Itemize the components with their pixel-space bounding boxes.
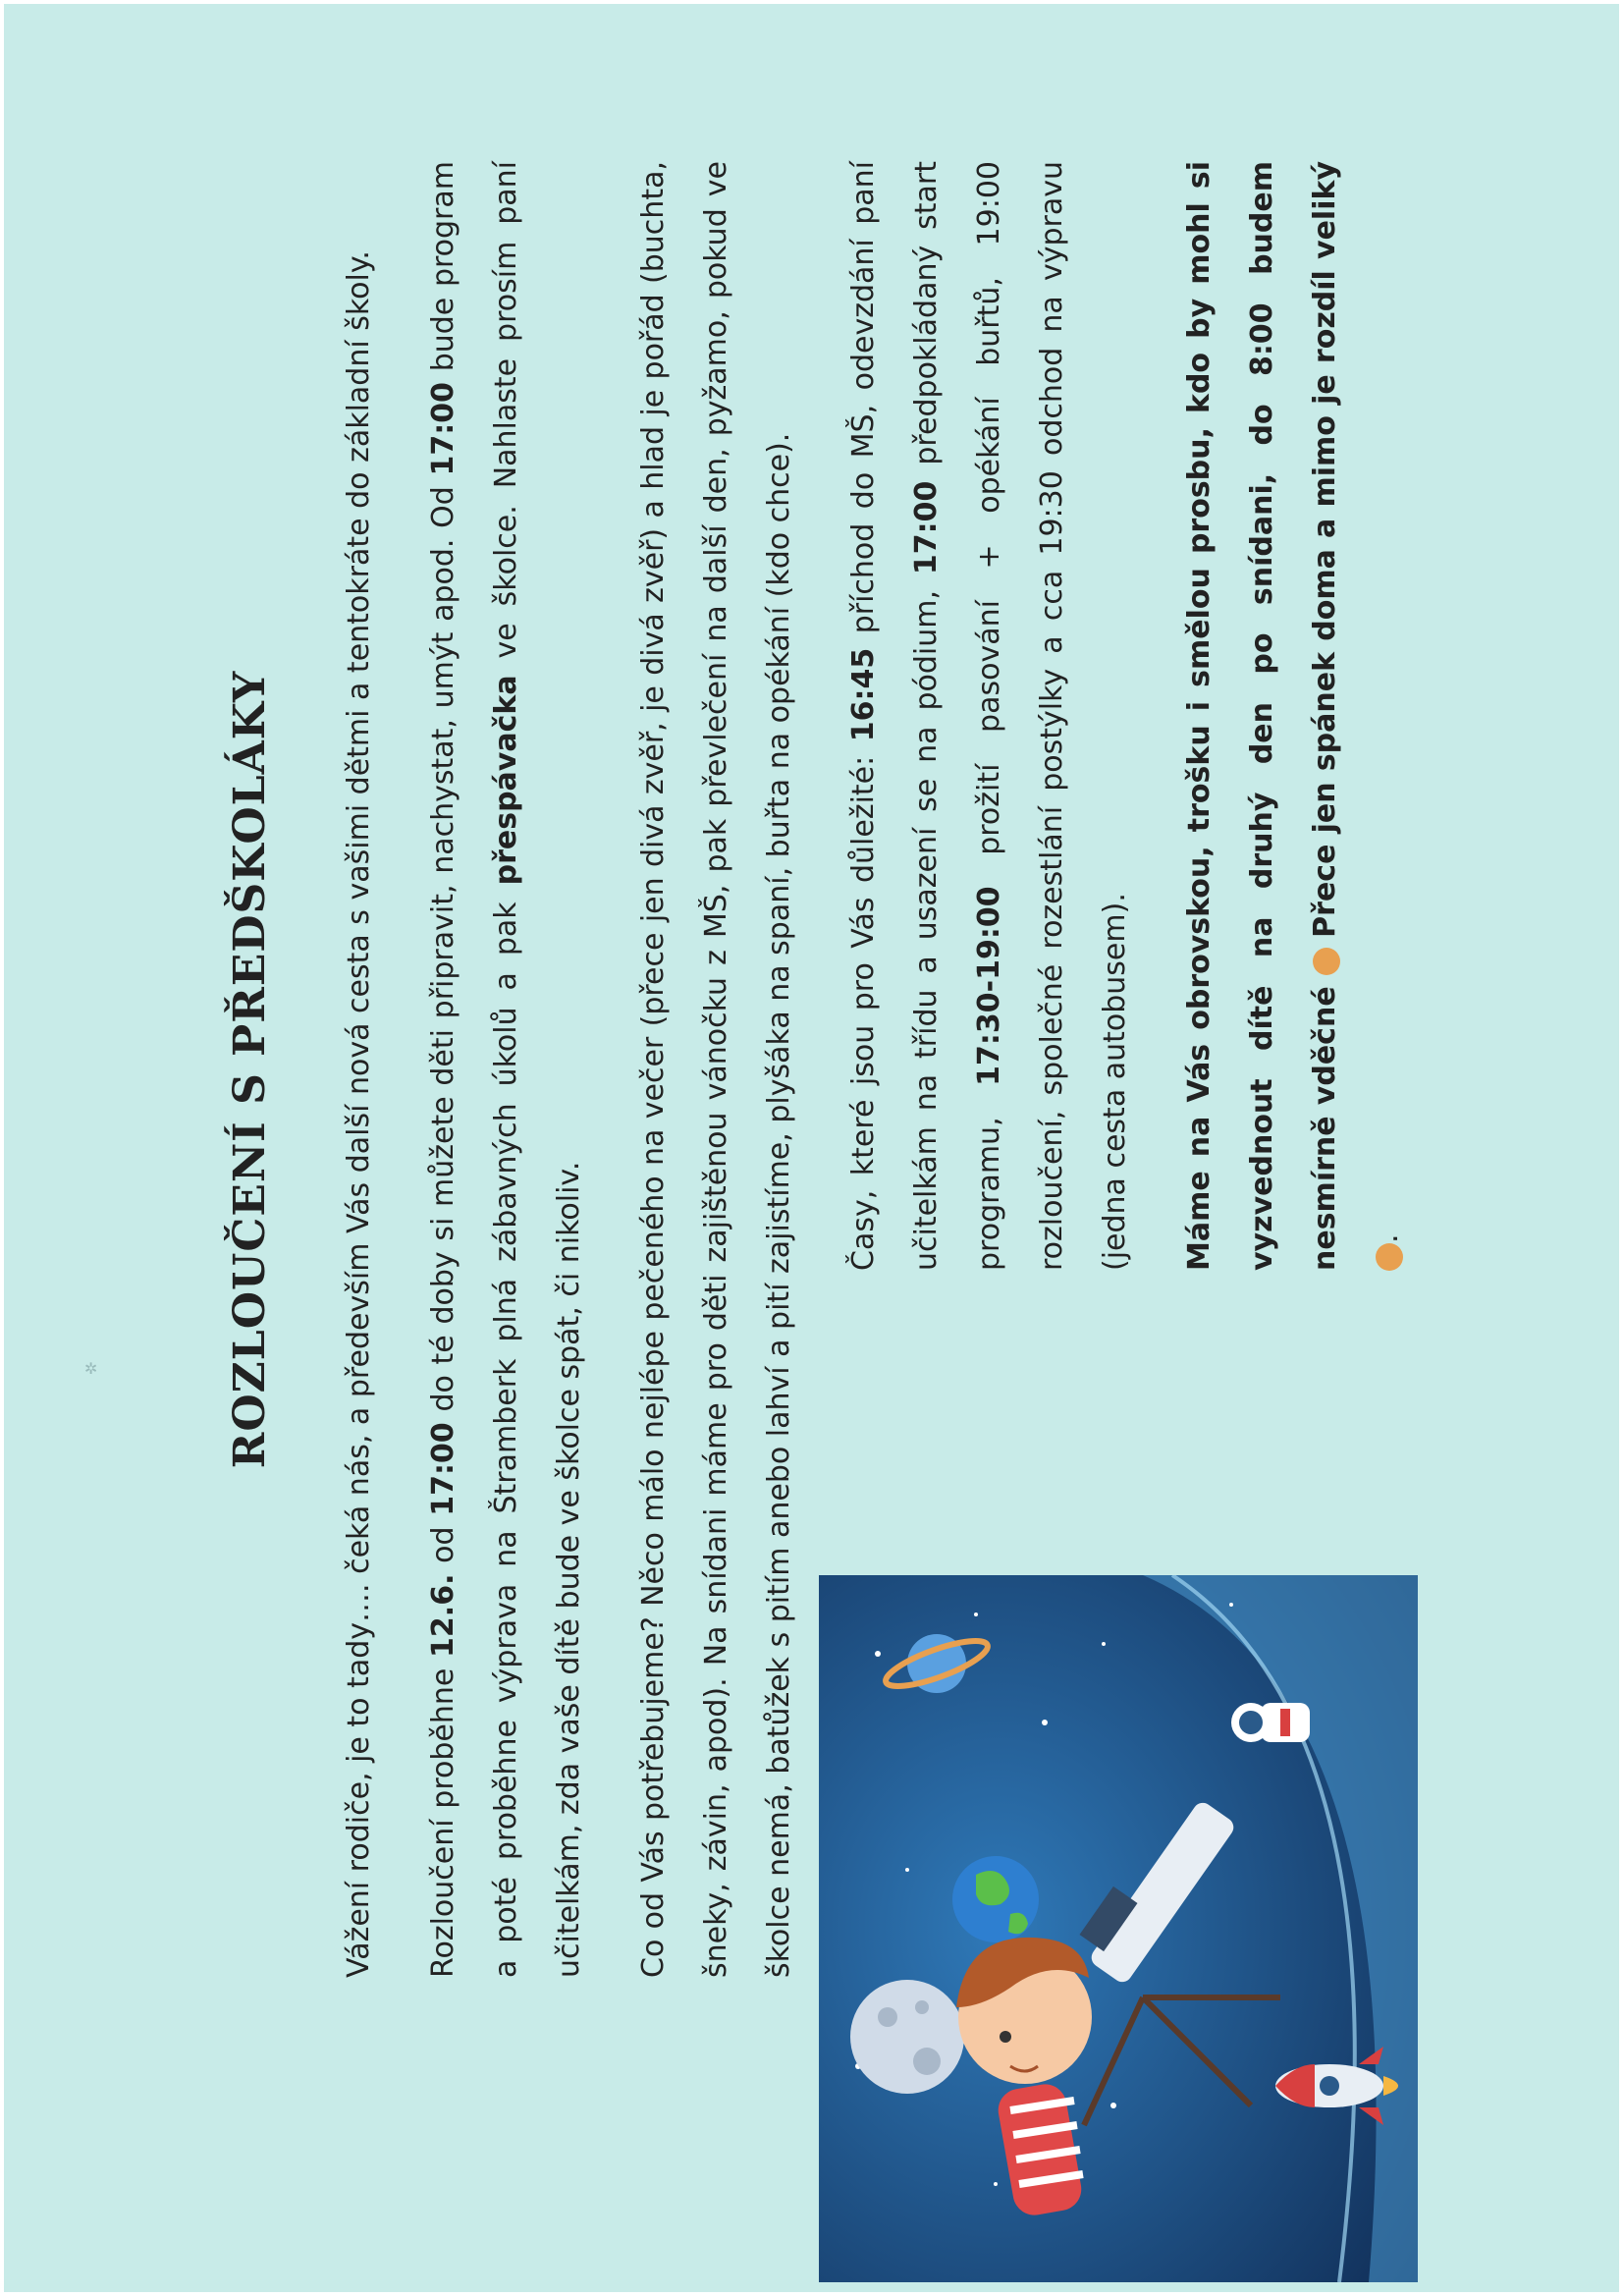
dust-speck: ✲ [84, 1359, 98, 1378]
paragraph-request: Máme na Vás obrovskou, trošku i smělou prosbu, kdo by mohl si vyzvednout dítě na druhý den po snídani, do 8:00 budem nesmírně vděčné Přece jen spánek doma a mimo je rozdíl veliký . [1182, 161, 1405, 1271]
time-start: 17:00 [426, 1422, 460, 1516]
moon-icon [850, 1980, 964, 2094]
paper-sheet [4, 4, 1619, 2292]
astronaut-icon [1231, 1703, 1310, 1742]
earth-icon [952, 1856, 1039, 1942]
time-program-start: 17:00 [909, 480, 944, 575]
time-arrival: 16:45 [846, 647, 881, 742]
paragraph-times: Časy, které jsou pro Vás důležité: 16:45 příchod do MŠ, odevzdání paní učitelkám na třídu a usazení se na pódium, 17:00 předpokládaný start programu, 17:30-19:00 prožití pasování + opékání buřtů, 19:00 rozloučení, společné rozestlání postýlky a cca 19:30 odchod na výpravu (jedna cesta autobusem). [846, 161, 1132, 1271]
paragraph-needs: Co od Vás potřebujeme? Něco málo nejlépe pečeného na večer (přece jen divá zvěř, je divá zvěř) a hlad je pořád (buchta, šneky, závin, apod). Na snídani máme pro děti zajištěnou vánočku z MŠ, pak převlečení na další den, pyžamo, pokud ve školce nemá, batůžek s pitím anebo lahví a pití zajistíme, plyšáka na spaní, buřta na opékání (kdo chce). [636, 161, 796, 1978]
telescope-illustration [819, 1575, 1418, 2282]
event-date: 12.6. [426, 1573, 460, 1658]
page-title: ROZLOUČENÍ S PŘEDŠKOLÁKY [225, 670, 275, 1469]
smiley-icon [1376, 1243, 1403, 1271]
sleepover-word: přespávačka [489, 675, 523, 886]
paragraph-greeting: Vážení rodiče, je to tady…. čeká nás, a především Vás další nová cesta s vašimi dětmi a tentokráte do základní školy. [342, 250, 376, 1978]
paragraph-schedule: Rozloučení proběhne 12.6. od 17:00 do té doby si můžete děti připravit, nachystat, umýt apod. Od 17:00 bude program a poté proběhne výprava na Štramberk plná zábavných úkolů a pak přespávačka ve školce. Nahlaste prosím paní učitelkám, zda vaše dítě bude ve školce spát, či nikoliv. [426, 160, 586, 1978]
time-program: 17:00 [426, 382, 460, 476]
time-range: 17:30-19:00 [972, 886, 1006, 1086]
smiley-icon [1313, 948, 1340, 975]
